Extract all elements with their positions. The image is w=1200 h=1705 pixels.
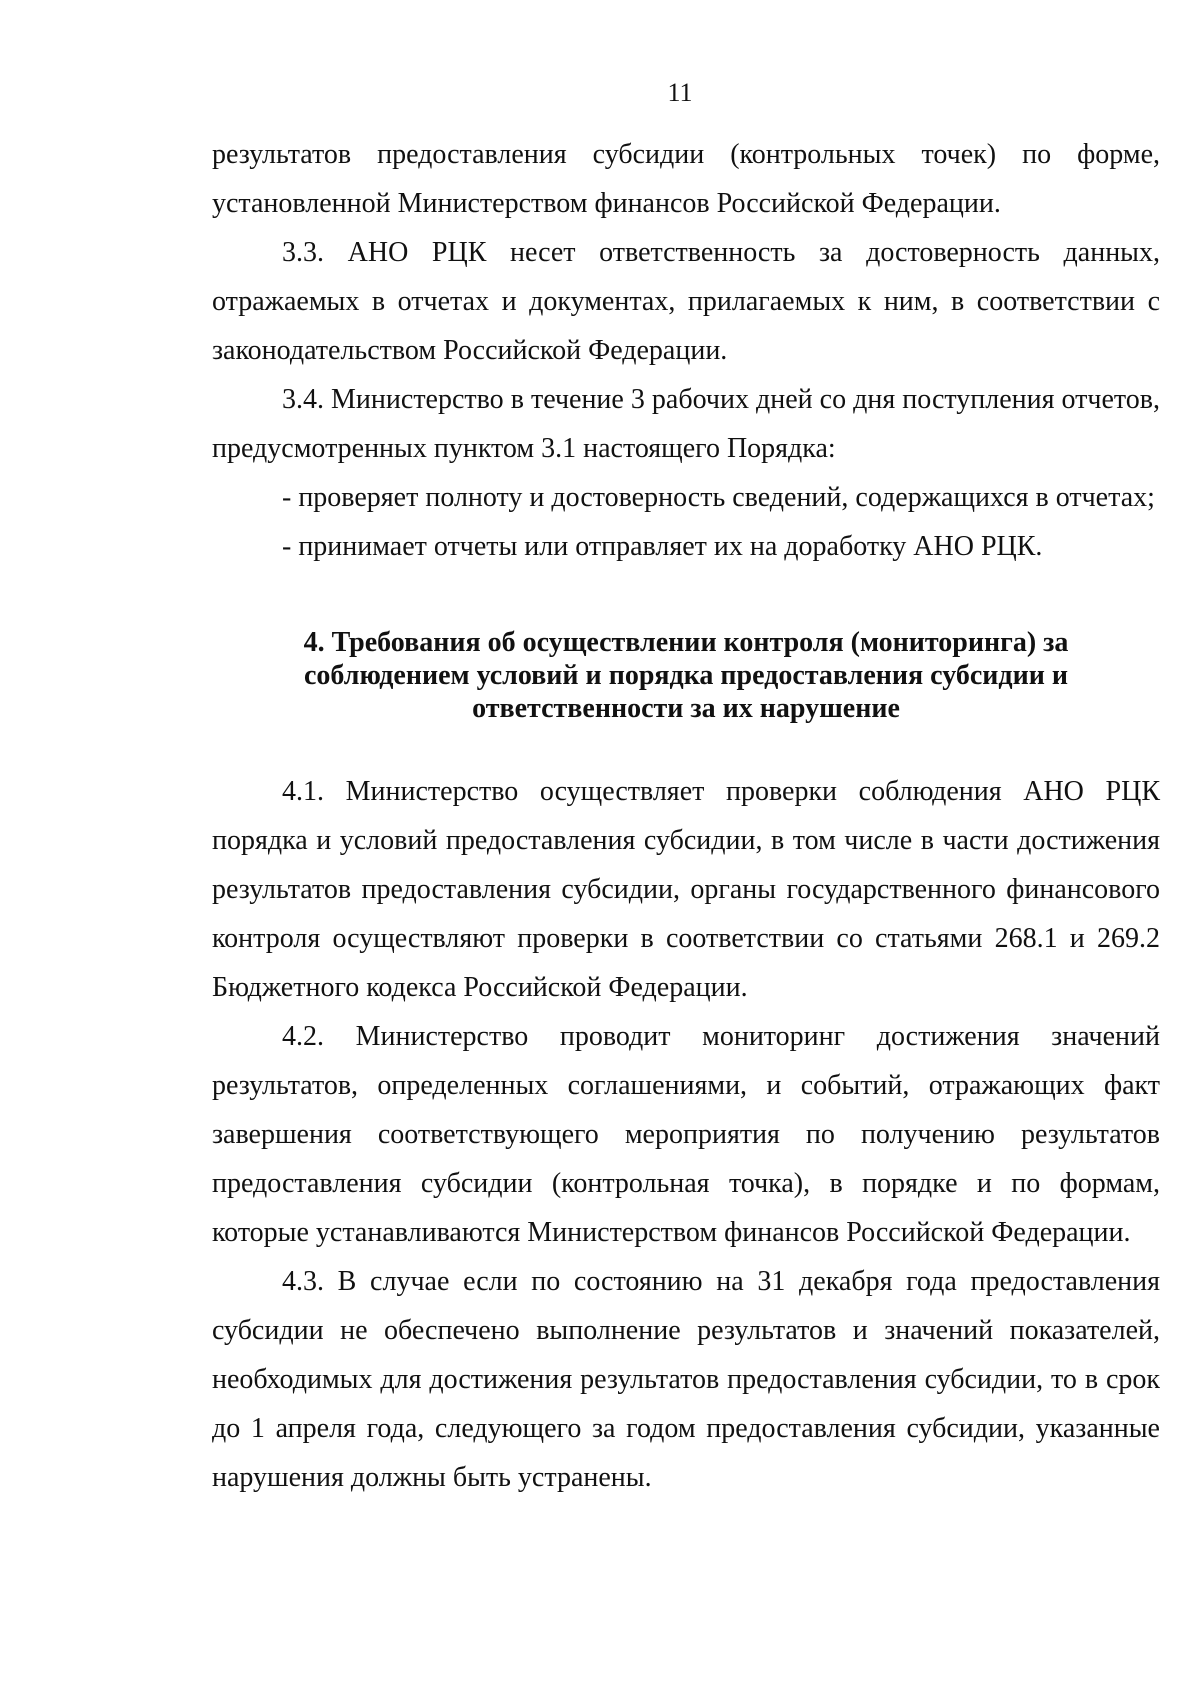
section-4-heading-line-2: соблюдением условий и порядка предоставления субсидии и (304, 660, 1068, 691)
section-4-heading-line-3: ответственности за их нарушение (472, 693, 900, 724)
document-body (212, 130, 1160, 1502)
paragraph-4-2: 4.2. Министерство проводит мониторинг достижения значений результатов, определенных соглашениями, и событий, отражающих факт завершения соответствующего мероприятия по получению результатов предоставления субсидии (контрольная точка), в порядке и по формам, которые устанавливаются Министерством финансов Российской Федерации. (212, 1021, 1160, 1248)
section-4-heading (212, 626, 1160, 725)
bullet-verify: - проверяет полноту и достоверность сведений, содержащихся в отчетах; (282, 482, 1155, 513)
paragraph-4-1: 4.1. Министерство осуществляет проверки соблюдения АНО РЦК порядка и условий предоставления субсидии, в том числе в части достижения результатов предоставления субсидии, органы государственного финансового контроля осуществляют проверки в соответствии со статьями 268.1 и 269.2 Бюджетного кодекса Российской Федерации. (212, 776, 1160, 1003)
bullet-accept: - принимает отчеты или отправляет их на доработку АНО РЦК. (282, 531, 1043, 562)
paragraph-3-4: 3.4. Министерство в течение 3 рабочих дней со дня поступления отчетов, предусмотренных пунктом 3.1 настоящего Порядка: (212, 384, 1160, 464)
paragraph-3-3: 3.3. АНО РЦК несет ответственность за достоверность данных, отражаемых в отчетах и документах, прилагаемых к ним, в соответствии с законодательством Российской Федерации. (212, 237, 1160, 366)
page-number: 11 (667, 78, 693, 107)
paragraph-continued: результатов предоставления субсидии (контрольных точек) по форме, установленной Министерством финансов Российской Федерации. (212, 139, 1160, 219)
paragraph-4-3: 4.3. В случае если по состоянию на 31 декабря года предоставления субсидии не обеспечено выполнение результатов и значений показателей, необходимых для достижения результатов предоставления субсидии, то в срок до 1 апреля года, следующего за годом предоставления субсидии, указанные нарушения должны быть устранены. (212, 1266, 1160, 1493)
section-4-heading-line-1: 4. Требования об осуществлении контроля (мониторинга) за (303, 627, 1069, 658)
